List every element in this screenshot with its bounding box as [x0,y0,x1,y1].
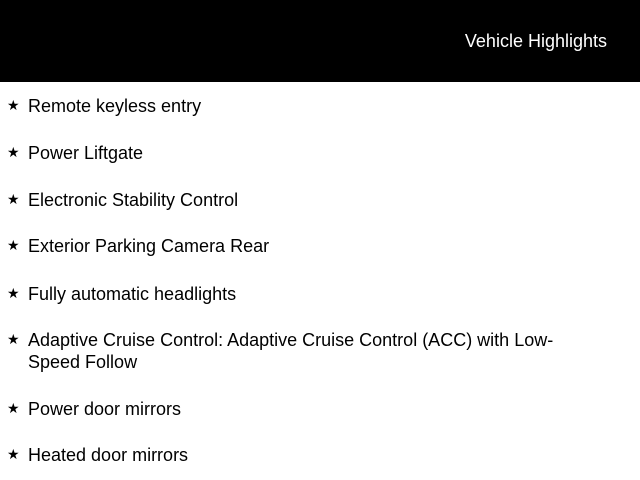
list-item-label: Exterior Parking Camera Rear [28,236,270,256]
star-icon: ★ [7,400,20,416]
star-icon: ★ [7,331,20,347]
list-item-label: Power Liftgate [28,143,144,163]
star-icon: ★ [7,191,20,207]
star-icon: ★ [7,144,20,160]
list-item-label: Remote keyless entry [28,96,202,116]
star-icon: ★ [7,285,20,301]
star-icon: ★ [7,237,20,253]
page-header [0,0,640,82]
page-title: Vehicle Highlights [464,31,607,51]
list-item-label: Power door mirrors [28,399,182,419]
list-item-label: Adaptive Cruise Control: Adaptive Cruise Control (ACC) with Low-Speed Follow [28,330,554,372]
list-item-label: Fully automatic headlights [28,284,237,304]
star-icon: ★ [7,97,20,113]
list-item-label: Heated door mirrors [28,445,189,465]
list-item-label: Electronic Stability Control [28,190,239,210]
star-icon: ★ [7,446,20,462]
